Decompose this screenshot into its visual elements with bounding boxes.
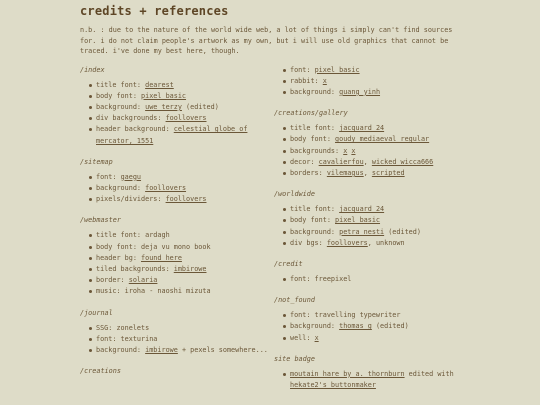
credit-link[interactable]: x: [314, 333, 319, 342]
credit-link[interactable]: imbirowe: [145, 345, 178, 354]
list-item: background: imbirowe + pexels somewhere...: [96, 345, 270, 356]
list-item: moutain hare by a. thornburn edited with hekate2's buttonmaker: [290, 369, 484, 391]
list-journal: [80, 323, 270, 357]
list-item: backgrounds: x x: [290, 146, 484, 157]
list-worldwide: [274, 204, 484, 249]
list-not-found: [274, 310, 484, 344]
list-gallery: [274, 123, 484, 179]
list-item: body font: pixel basic: [290, 215, 484, 226]
section-title-not-found: /not_found: [274, 296, 315, 305]
list-item: pixels/dividers: foollovers: [96, 194, 270, 205]
credit-link[interactable]: imbirowe: [173, 264, 207, 273]
list-item: well: x: [290, 333, 484, 344]
section-title-gallery: /creations/gallery: [274, 109, 348, 118]
list-item: tiled backgrounds: imbirowe: [96, 264, 270, 275]
credit-link[interactable]: gaegu: [120, 172, 142, 181]
list-creations: [274, 65, 484, 99]
credit-link[interactable]: found here: [141, 253, 182, 262]
credit-link[interactable]: guang yinh: [339, 87, 381, 96]
credit-link[interactable]: foollovers: [165, 114, 207, 123]
list-index: [80, 80, 270, 147]
list-item: background: uwe terzy (edited): [96, 102, 270, 113]
list-webmaster: [80, 230, 270, 297]
list-item: rabbit: x: [290, 76, 484, 87]
credit-link[interactable]: pixel basic: [335, 216, 381, 225]
credit-link[interactable]: foollovers: [165, 195, 207, 204]
credit-link[interactable]: uwe terzy: [145, 102, 182, 111]
intro-note: n.b. : due to the nature of the world wide web, a lot of things i simply can't find sources for. i do not claim people's artwork as my own, but i will use old graphics that cannot be traced. i've done my best here, though.: [80, 26, 453, 55]
credit-link[interactable]: x: [343, 146, 348, 155]
credit-link[interactable]: petra nesti: [339, 227, 385, 236]
list-item: title font: dearest: [96, 80, 270, 91]
list-item: body font: deja vu mono book: [96, 242, 270, 253]
list-item: body font: goudy mediaeval regular: [290, 134, 484, 145]
list-item: title font: ardagh: [96, 230, 270, 241]
list-item: borders: vilemagus, scripted: [290, 168, 484, 179]
credit-link[interactable]: foollovers: [145, 183, 187, 192]
list-item: font: pixel basic: [290, 65, 484, 76]
credit-link[interactable]: foollovers: [326, 238, 368, 247]
credit-link[interactable]: scripted: [371, 168, 405, 177]
section-title-journal: /journal: [80, 308, 113, 317]
credit-link[interactable]: jacquard 24: [339, 205, 385, 214]
list-item: background: petra nesti (edited): [290, 227, 484, 238]
page-title: credits + references: [80, 4, 229, 18]
credit-link[interactable]: dearest: [145, 80, 174, 89]
left-column: [80, 65, 270, 377]
list-credit: [274, 274, 484, 285]
list-item: body font: pixel basic: [96, 91, 270, 102]
list-item: background: foollovers: [96, 183, 270, 194]
list-item: div backgrounds: foollovers: [96, 113, 270, 124]
list-item: div bgs: foollovers, unknown: [290, 238, 484, 249]
section-title-index: /index: [80, 65, 105, 74]
credit-link[interactable]: hekate2's buttonmaker: [290, 380, 376, 389]
list-item: background: guang yinh: [290, 87, 484, 98]
credit-link[interactable]: celestial globe of mercator, 1551: [96, 125, 248, 145]
section-title-creations: /creations: [80, 367, 121, 376]
credit-link[interactable]: solaria: [128, 276, 158, 285]
list-item: header background: celestial globe of mercator, 1551: [96, 124, 270, 146]
credit-link[interactable]: jacquard 24: [339, 124, 385, 133]
credit-link[interactable]: pixel basic: [314, 65, 360, 74]
list-sitemap: [80, 172, 270, 206]
list-item: music: iroha - naoshi mizuta: [96, 286, 270, 297]
list-item: background: thomas g (edited): [290, 321, 484, 332]
credit-link[interactable]: moutain hare by a. thornburn: [290, 369, 405, 378]
credit-link[interactable]: goudy mediaeval regular: [335, 135, 430, 144]
list-item: title font: jacquard 24: [290, 204, 484, 215]
page: [80, 4, 480, 389]
right-column: [274, 65, 484, 402]
credit-link[interactable]: vilemagus: [326, 168, 364, 177]
list-item: decor: cavalierfou, wicked_wicca666: [290, 157, 484, 168]
credit-link[interactable]: x: [322, 76, 327, 85]
list-site-badge: [274, 369, 484, 391]
credit-link[interactable]: pixel basic: [141, 91, 187, 100]
section-title-worldwide: /worldwide: [274, 190, 315, 199]
list-item: font: freepixel: [290, 274, 484, 285]
section-title-site-badge: site badge: [274, 354, 315, 363]
list-item: SSG: zonelets: [96, 323, 270, 334]
list-item: font: travelling typewriter: [290, 310, 484, 321]
section-title-credit: /credit: [274, 259, 303, 268]
credit-link[interactable]: cavalierfou: [318, 157, 364, 166]
credit-link[interactable]: wicked_wicca666: [371, 157, 434, 166]
section-title-sitemap: /sitemap: [80, 157, 113, 166]
list-item: header bg: found here: [96, 253, 270, 264]
list-item: title font: jacquard 24: [290, 123, 484, 134]
list-item: font: gaegu: [96, 172, 270, 183]
list-item: border: solaria: [96, 275, 270, 286]
credit-link[interactable]: x: [351, 146, 356, 155]
list-item: font: texturina: [96, 334, 270, 345]
section-title-webmaster: /webmaster: [80, 216, 121, 225]
credit-link[interactable]: thomas g: [339, 322, 372, 331]
